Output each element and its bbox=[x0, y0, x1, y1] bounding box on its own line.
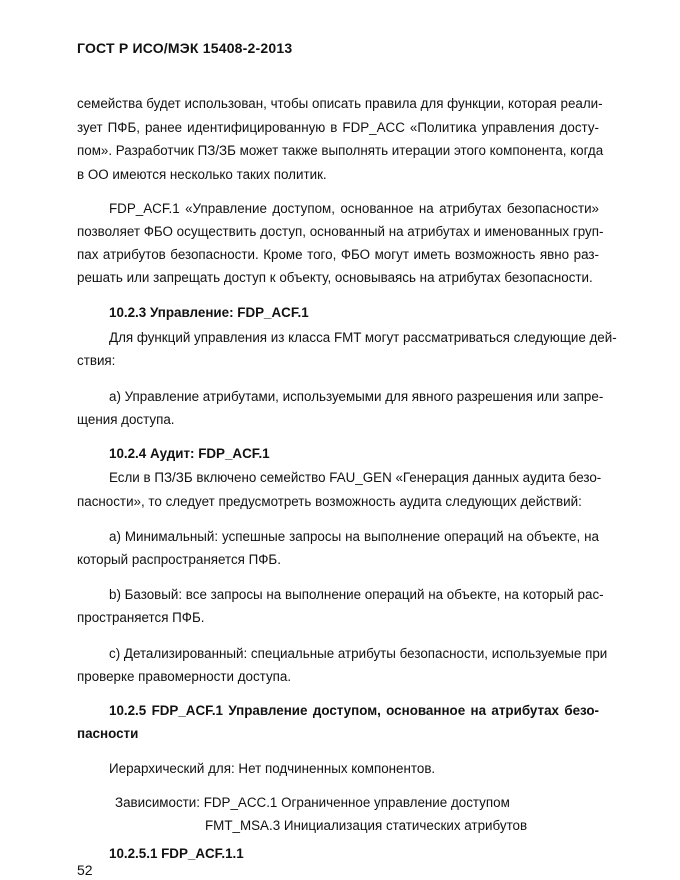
text-line: пах атрибутов безопасности. Кроме того, ФБО могут иметь возможность явно раз- bbox=[77, 247, 599, 262]
text-line: ствия: bbox=[77, 353, 116, 368]
document-header: ГОСТ Р ИСО/МЭК 15408-2-2013 bbox=[77, 40, 293, 56]
page-number: 52 bbox=[77, 862, 93, 878]
text-line: пасности», то следует предусмотреть возможность аудита следующих действий: bbox=[77, 494, 582, 509]
section-heading: 10.2.5.1 FDP_ACF.1.1 bbox=[109, 846, 244, 861]
section-heading: 10.2.3 Управление: FDP_ACF.1 bbox=[109, 305, 309, 320]
text-line: Иерархический для: Нет подчиненных компонентов. bbox=[109, 761, 436, 776]
text-line: щения доступа. bbox=[77, 412, 175, 427]
text-line: решать или запрещать доступ к объекту, основываясь на атрибутах безопасности. bbox=[77, 270, 593, 285]
text-line: FDP_ACF.1 «Управление доступом, основанное на атрибутах безопасности» bbox=[109, 201, 599, 216]
text-line: пом». Разработчик ПЗ/ЗБ может также выполнять итерации этого компонента, когда bbox=[77, 143, 604, 158]
list-item: b) Базовый: все запросы на выполнение операций на объекте, на который рас- bbox=[109, 587, 604, 602]
dependencies-line: FMT_MSA.3 Инициализация статических атрибутов bbox=[205, 818, 528, 833]
text-line: проверке правомерности доступа. bbox=[77, 669, 292, 684]
text-line: позволяет ФБО осуществить доступ, основанный на атрибутах и именованных груп- bbox=[77, 224, 604, 239]
text-line: который распространяется ПФБ. bbox=[77, 552, 281, 567]
list-item: a) Управление атрибутами, используемыми для явного разрешения или запре- bbox=[109, 389, 604, 404]
list-item: c) Детализированный: специальные атрибуты безопасности, используемые при bbox=[109, 646, 608, 661]
text-line: семейства будет использован, чтобы описать правила для функции, которая реали- bbox=[77, 96, 603, 111]
section-heading: 10.2.4 Аудит: FDP_ACF.1 bbox=[109, 446, 270, 461]
text-line: Если в ПЗ/ЗБ включено семейство FAU_GEN «Генерация данных аудита безо- bbox=[109, 470, 602, 485]
text-line: зует ПФБ, ранее идентифицированную в FDP_ACC «Политика управления досту- bbox=[77, 120, 599, 135]
list-item: a) Минимальный: успешные запросы на выполнение операций на объекте, на bbox=[109, 529, 599, 544]
section-heading: 10.2.5 FDP_ACF.1 Управление доступом, основанное на атрибутах безо- bbox=[109, 703, 599, 718]
text-line: в ОО имеются несколько таких политик. bbox=[77, 167, 327, 182]
text-line: пространяется ПФБ. bbox=[77, 610, 205, 625]
text-line: Для функций управления из класса FMT могут рассматриваться следующие дей- bbox=[109, 330, 617, 345]
dependencies-line: Зависимости: FDP_ACC.1 Ограниченное управление доступом bbox=[115, 795, 510, 810]
section-heading: пасности bbox=[77, 726, 139, 741]
